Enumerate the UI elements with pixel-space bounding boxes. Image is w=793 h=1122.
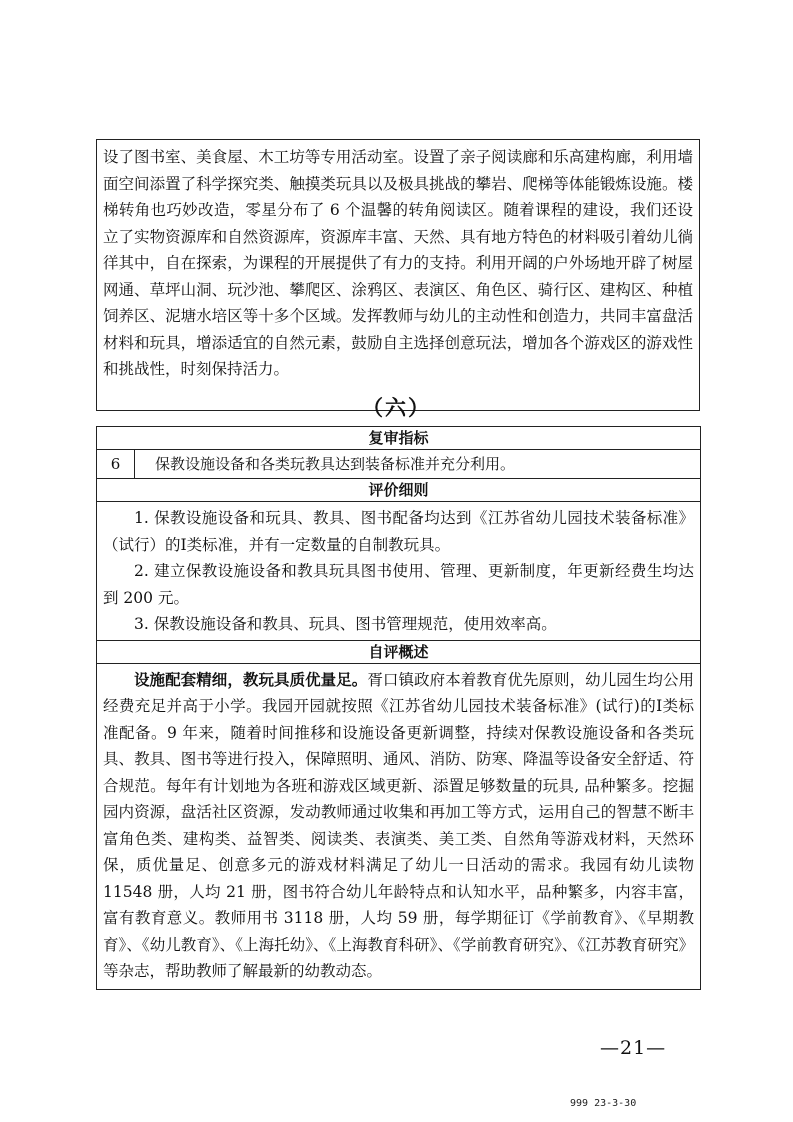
criteria-cell bbox=[97, 502, 701, 641]
criteria-header-row bbox=[97, 479, 701, 502]
evaluation-table bbox=[96, 426, 701, 990]
self-eval-paragraph bbox=[103, 667, 694, 985]
criteria-header: 评价细则 bbox=[97, 479, 701, 502]
footer-stamp: 999 23-3-30 bbox=[570, 1098, 637, 1109]
criteria-item-2: 2. 建立保教设施设备和教具玩具图书使用、管理、更新制度，年更新经费生均达到 200 元。 bbox=[103, 562, 695, 607]
indicator-row bbox=[97, 450, 701, 479]
self-eval-body: 胥口镇政府本着教育优先原则，幼儿园生均公用经费充足并高于小学。我园开园就按照《江苏省幼儿园技术装备标准》(试行)的Ⅰ类标准配备。9 年来，随着时间推移和设施设备更新调整，持续对保教设施设备和各类玩具、教具、图书等进行投入，保障照明、通风、消防、防寒、降温等设备安全舒适、符合规范。每年有计划地为各班和游戏区域更新、添置足够数量的玩具, 品种繁多。挖掘园内资源，盘活社区资源，发动教师通过收集和再加工等方式，运用自己的智慧不断丰富角色类、建构类、益智类、阅读类、表演类、美工类、自然角等游戏材料，天然环保，质优量足、创意多元的游戏材料满足了幼儿一日活动的需求。我园有幼儿读物 11548 册，人均 21 册，图书符合幼儿年龄特点和认知水平，品种繁多，内容丰富，富有教育意义。教师用书 3118 册，人均 59 册，每学期征订《学前教育》、《早期教育》、《幼儿教育》、《上海托幼》、《上海教育科研》、《学前教育研究》、《江苏教育研究》等杂志，帮助教师了解最新的幼教动态。 bbox=[103, 670, 695, 980]
section-title: （六） bbox=[362, 395, 431, 420]
self-eval-header: 自评概述 bbox=[97, 640, 701, 663]
self-eval-header-row bbox=[97, 640, 701, 663]
self-eval-row bbox=[97, 663, 701, 989]
review-header-row bbox=[97, 427, 701, 450]
self-eval-lead: 设施配套精细，教玩具质优量足。 bbox=[134, 670, 368, 689]
criteria-row bbox=[97, 502, 701, 641]
continuation-paragraph: 设了图书室、美食屋、木工坊等专用活动室。设置了亲子阅读廊和乐高建构廊，利用墙面空间添置了科学探究类、触摸类玩具以及极具挑战的攀岩、爬梯等体能锻炼设施。楼梯转角也巧妙改造，零星分布了 6 个温馨的转角阅读区。随着课程的建设，我们还设立了实物资源库和自然资源库，资源库丰富、天然、具有地方特色的材料吸引着幼儿徜徉其中，自在探索，为课程的开展提供了有力的支持。利用开阔的户外场地开辟了树屋网通、草坪山洞、玩沙池、攀爬区、涂鸦区、表演区、角色区、骑行区、建构区、种植饲养区、泥塘水培区等十多个区域。发挥教师与幼儿的主动性和创造力，共同丰富盘活材料和玩具，增添适宜的自然元素，鼓励自主选择创意玩法，增加各个游戏区的游戏性和挑战性，时刻保持活力。 bbox=[103, 148, 693, 378]
criteria-item-1: 1. 保教设施设备和玩具、教具、图书配备均达到《江苏省幼儿园技术装备标准》（试行）的Ⅰ类标准，并有一定数量的自制教玩具。 bbox=[103, 509, 695, 554]
continuation-text-box bbox=[96, 139, 700, 411]
criteria-item-3: 3. 保教设施设备和教具、玩具、图书管理规范，使用效率高。 bbox=[134, 615, 557, 633]
page-number: —21— bbox=[600, 1037, 667, 1059]
indicator-text: 保教设施设备和各类玩教具达到装备标准并充分利用。 bbox=[135, 450, 701, 479]
review-indicator-header: 复审指标 bbox=[97, 427, 701, 450]
indicator-number: 6 bbox=[97, 450, 135, 479]
self-eval-cell bbox=[97, 663, 701, 989]
